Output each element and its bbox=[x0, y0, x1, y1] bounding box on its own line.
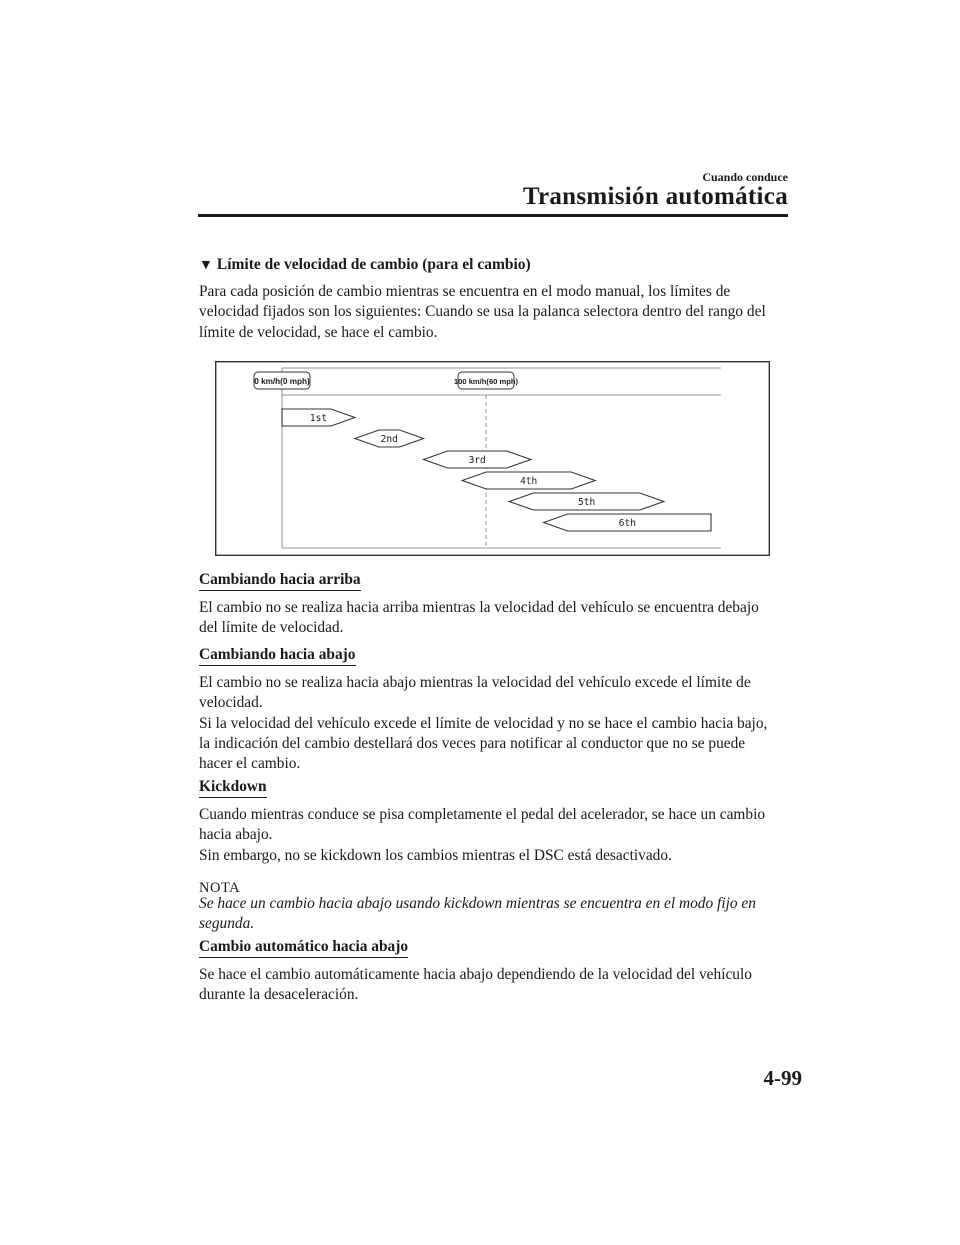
downshift-line: Si la velocidad del vehículo excede el límite de velocidad y no se hace el cambio hacia bajo, bbox=[199, 714, 768, 732]
downshift-title: Cambiando hacia abajo bbox=[199, 646, 356, 666]
gear-label: 1st bbox=[309, 413, 328, 424]
note-line: Se hace un cambio hacia abajo usando kickdown mientras se encuentra en el modo fijo en bbox=[199, 895, 756, 912]
intro-line: Para cada posición de cambio mientras se encuentra en el modo manual, los límites de bbox=[199, 283, 731, 300]
triangle-bullet-icon: ▼ bbox=[199, 258, 213, 273]
kickdown-paragraph bbox=[199, 805, 799, 866]
auto-downshift-paragraph bbox=[199, 965, 799, 1006]
downshift-line: velocidad. bbox=[199, 694, 263, 712]
section-title bbox=[199, 256, 531, 274]
kickdown-title: Kickdown bbox=[199, 778, 267, 798]
header-section: Cuando conduce bbox=[702, 170, 788, 184]
gear-label: 4th bbox=[520, 476, 538, 487]
auto-downshift-title: Cambio automático hacia abajo bbox=[199, 938, 408, 958]
note-label: NOTA bbox=[199, 880, 241, 896]
note-line: segunda. bbox=[199, 915, 255, 933]
upshift-line: El cambio no se realiza hacia arriba mientras la velocidad del vehículo se encuentra debajo bbox=[199, 599, 759, 616]
note-paragraph bbox=[199, 894, 799, 935]
downshift-line: hacer el cambio. bbox=[199, 755, 301, 773]
header-title: Transmisión automática bbox=[522, 183, 788, 210]
downshift-line: El cambio no se realiza hacia abajo mientras la velocidad del vehículo excede el límite de bbox=[199, 674, 751, 691]
speed-mid-label: 100 km/h(60 mph) bbox=[453, 377, 519, 386]
auto-downshift-line: Se hace el cambio automáticamente hacia abajo dependiendo de la velocidad del vehículo bbox=[199, 966, 752, 983]
intro-line: límite de velocidad, se hace el cambio. bbox=[199, 323, 438, 341]
shift-speed-diagram bbox=[215, 361, 770, 556]
header-rule bbox=[198, 214, 788, 217]
downshift-paragraph bbox=[199, 673, 799, 774]
intro-line: velocidad fijados son los siguientes: Cuando se usa la palanca selectora dentro del rango del bbox=[199, 303, 766, 321]
gear-label: 6th bbox=[618, 518, 636, 529]
gear-label: 2nd bbox=[380, 434, 398, 445]
upshift-paragraph bbox=[199, 598, 799, 639]
upshift-title: Cambiando hacia arriba bbox=[199, 571, 361, 591]
kickdown-line: Cuando mientras conduce se pisa completamente el pedal del acelerador, se hace un cambio bbox=[199, 806, 766, 823]
speed-start-label: 0 km/h(0 mph) bbox=[254, 377, 310, 386]
downshift-line: la indicación del cambio destellará dos veces para notificar al conductor que no se puede bbox=[199, 734, 746, 752]
section-title-text: Límite de velocidad de cambio (para el cambio) bbox=[216, 256, 531, 273]
gear-label: 5th bbox=[578, 497, 596, 508]
intro-paragraph bbox=[199, 282, 799, 343]
page-number: 4-99 bbox=[763, 1066, 802, 1090]
kickdown-line: Sin embargo, no se kickdown los cambios mientras el DSC está desactivado. bbox=[199, 846, 672, 864]
gear-label: 3rd bbox=[468, 455, 486, 466]
shift-speed-diagram-svg bbox=[215, 361, 770, 556]
kickdown-line: hacia abajo. bbox=[199, 826, 273, 844]
auto-downshift-line: durante la desaceleración. bbox=[199, 986, 359, 1004]
upshift-line: del límite de velocidad. bbox=[199, 619, 344, 637]
